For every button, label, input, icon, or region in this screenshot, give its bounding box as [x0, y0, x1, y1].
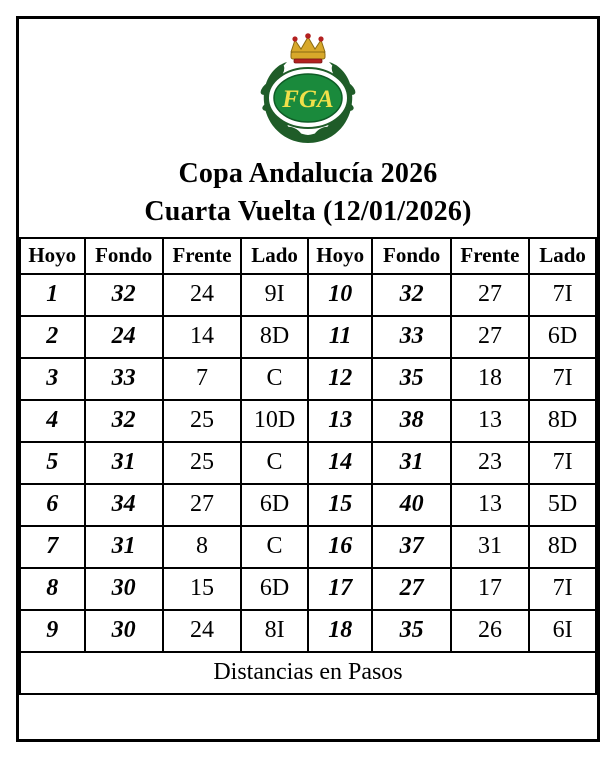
- table-row: [20, 610, 596, 652]
- header-row: [20, 238, 596, 274]
- cell-lado: 6I: [529, 610, 596, 652]
- cell-hoyo: 7: [20, 526, 85, 568]
- cell-frente: 13: [451, 484, 529, 526]
- cell-hoyo: 10: [308, 274, 373, 316]
- fga-crest-icon: [233, 30, 383, 150]
- cell-lado: 8D: [529, 526, 596, 568]
- cell-lado: 7I: [529, 274, 596, 316]
- column-header-lado-2: Lado: [529, 238, 596, 274]
- cell-frente: 8: [163, 526, 241, 568]
- column-header-hoyo-1: Hoyo: [20, 238, 85, 274]
- page-title: Copa Andalucía 2026: [178, 158, 438, 189]
- cell-lado: C: [241, 358, 308, 400]
- cell-lado: 8D: [241, 316, 308, 358]
- cell-fondo: 35: [372, 610, 450, 652]
- cell-frente: 24: [163, 610, 241, 652]
- cell-lado: 8I: [241, 610, 308, 652]
- cell-hoyo: 13: [308, 400, 373, 442]
- cell-fondo: 34: [85, 484, 163, 526]
- cell-frente: 13: [451, 400, 529, 442]
- cell-fondo: 31: [85, 526, 163, 568]
- cell-frente: 15: [163, 568, 241, 610]
- cell-lado: 7I: [529, 442, 596, 484]
- cell-frente: 25: [163, 442, 241, 484]
- cell-fondo: 33: [372, 316, 450, 358]
- crest-monogram: FGA: [282, 86, 334, 113]
- table-row: [20, 316, 596, 358]
- table-row: [20, 568, 596, 610]
- cell-frente: 27: [163, 484, 241, 526]
- scorecard-card: [16, 16, 600, 742]
- cell-fondo: 31: [85, 442, 163, 484]
- table-row: [20, 358, 596, 400]
- cell-fondo: 32: [85, 274, 163, 316]
- cell-hoyo: 3: [20, 358, 85, 400]
- column-header-fondo-1: Fondo: [85, 238, 163, 274]
- crown-shape: [291, 33, 325, 63]
- table-row: [20, 526, 596, 568]
- cell-fondo: 32: [85, 400, 163, 442]
- cell-hoyo: 18: [308, 610, 373, 652]
- table-row: [20, 400, 596, 442]
- cell-frente: 27: [451, 274, 529, 316]
- cell-hoyo: 15: [308, 484, 373, 526]
- table-header: [20, 238, 596, 274]
- cell-fondo: 30: [85, 610, 163, 652]
- cell-fondo: 31: [372, 442, 450, 484]
- cell-fondo: 40: [372, 484, 450, 526]
- cell-hoyo: 1: [20, 274, 85, 316]
- cell-fondo: 33: [85, 358, 163, 400]
- cell-lado: 6D: [241, 484, 308, 526]
- cell-frente: 7: [163, 358, 241, 400]
- cell-lado: 7I: [529, 358, 596, 400]
- cell-hoyo: 5: [20, 442, 85, 484]
- cell-lado: 10D: [241, 400, 308, 442]
- cell-hoyo: 17: [308, 568, 373, 610]
- table-row: [20, 274, 596, 316]
- column-header-frente-1: Frente: [163, 238, 241, 274]
- cell-frente: 14: [163, 316, 241, 358]
- table-row: [20, 484, 596, 526]
- cell-lado: 7I: [529, 568, 596, 610]
- page-subtitle: Cuarta Vuelta (12/01/2026): [144, 196, 472, 228]
- cell-hoyo: 8: [20, 568, 85, 610]
- column-header-lado-1: Lado: [241, 238, 308, 274]
- cell-lado: 8D: [529, 400, 596, 442]
- cell-fondo: 27: [372, 568, 450, 610]
- cell-frente: 26: [451, 610, 529, 652]
- distances-table: [19, 237, 597, 695]
- column-header-hoyo-2: Hoyo: [308, 238, 373, 274]
- footer-note: Distancias en Pasos: [20, 652, 596, 694]
- cell-frente: 23: [451, 442, 529, 484]
- cell-lado: 6D: [241, 568, 308, 610]
- cell-hoyo: 4: [20, 400, 85, 442]
- cell-hoyo: 6: [20, 484, 85, 526]
- column-header-frente-2: Frente: [451, 238, 529, 274]
- cell-frente: 27: [451, 316, 529, 358]
- cell-fondo: 30: [85, 568, 163, 610]
- cell-hoyo: 9: [20, 610, 85, 652]
- cell-frente: 17: [451, 568, 529, 610]
- cell-lado: C: [241, 526, 308, 568]
- table-row: [20, 442, 596, 484]
- table-body: [20, 274, 596, 694]
- cell-fondo: 35: [372, 358, 450, 400]
- cell-frente: 25: [163, 400, 241, 442]
- cell-hoyo: 2: [20, 316, 85, 358]
- cell-hoyo: 12: [308, 358, 373, 400]
- cell-fondo: 32: [372, 274, 450, 316]
- cell-hoyo: 11: [308, 316, 373, 358]
- column-header-fondo-2: Fondo: [372, 238, 450, 274]
- cell-lado: 6D: [529, 316, 596, 358]
- cell-fondo: 38: [372, 400, 450, 442]
- cell-hoyo: 14: [308, 442, 373, 484]
- cell-lado: 9I: [241, 274, 308, 316]
- cell-lado: C: [241, 442, 308, 484]
- cell-frente: 31: [451, 526, 529, 568]
- cell-frente: 18: [451, 358, 529, 400]
- cell-fondo: 24: [85, 316, 163, 358]
- crest-container: [19, 19, 597, 155]
- table-footer-row: [20, 652, 596, 694]
- cell-frente: 24: [163, 274, 241, 316]
- cell-hoyo: 16: [308, 526, 373, 568]
- header-titles: [19, 155, 597, 237]
- cell-lado: 5D: [529, 484, 596, 526]
- cell-fondo: 37: [372, 526, 450, 568]
